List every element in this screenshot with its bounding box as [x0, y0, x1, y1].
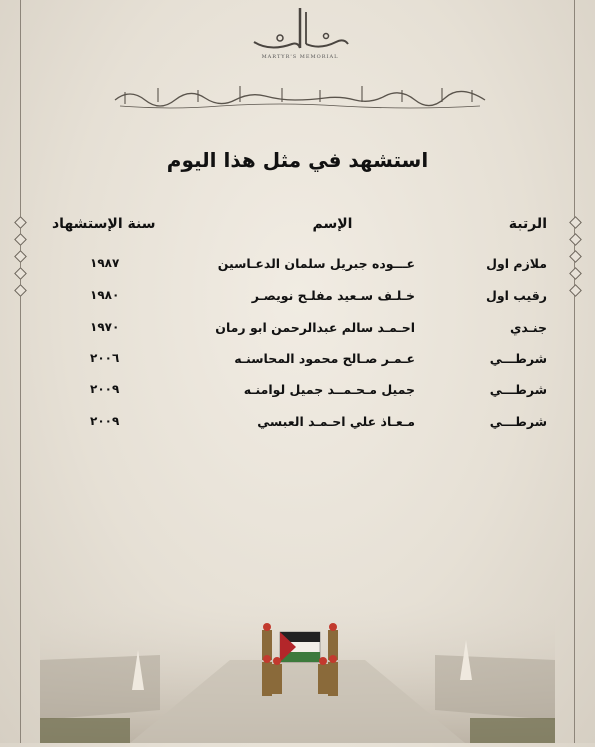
- table-row: [0, 288, 595, 308]
- memorial-logo: [240, 4, 360, 64]
- column-header-year: سنة الإستشهاد: [52, 216, 156, 232]
- name-cell: جميل مـحـمــد جميل لوامنـه: [243, 382, 415, 397]
- table-row: [0, 382, 595, 402]
- column-header-rank: الرتبة: [508, 216, 547, 232]
- year-cell: ٢٠٠٩: [90, 414, 120, 428]
- rank-cell: ملازم اول: [486, 256, 547, 271]
- year-cell: ٢٠٠٩: [90, 382, 120, 396]
- year-cell: ١٩٧٠: [90, 320, 120, 334]
- table-row: [0, 256, 595, 276]
- year-cell: ٢٠٠٦: [90, 351, 120, 365]
- year-cell: ١٩٨٧: [90, 256, 120, 270]
- table-row: [0, 351, 595, 371]
- rank-cell: رقيب اول: [486, 288, 547, 303]
- page-title: استشهد في مثل هذا اليوم: [166, 148, 429, 172]
- quran-verse-calligraphy: [110, 78, 490, 112]
- year-cell: ١٩٨٠: [90, 288, 120, 302]
- logo-caption: MARTYR'S MEMORIAL: [261, 54, 339, 60]
- left-border: [20, 0, 21, 743]
- table-row: [0, 320, 595, 340]
- funeral-procession-image: [40, 600, 555, 743]
- rank-cell: جنـدي: [509, 320, 547, 335]
- name-cell: عـــوده جبريل سلمان الدعـاسين: [217, 256, 415, 271]
- name-cell: احـمـد سالم عبدالرحمن ابو رمان: [215, 320, 415, 335]
- right-border: [574, 0, 575, 743]
- name-cell: مـعـاذ علي احـمـد العبسي: [257, 414, 415, 429]
- rank-cell: شرطـــي: [489, 414, 547, 429]
- rank-cell: شرطـــي: [489, 382, 547, 397]
- rank-cell: شرطـــي: [489, 351, 547, 366]
- column-header-name: الإسم: [312, 216, 353, 232]
- table-row: [0, 414, 595, 434]
- name-cell: خـلـف سـعيد مفلـح نويصـر: [251, 288, 415, 303]
- name-cell: عـمـر صـالح محمود المحاسنـه: [234, 351, 415, 366]
